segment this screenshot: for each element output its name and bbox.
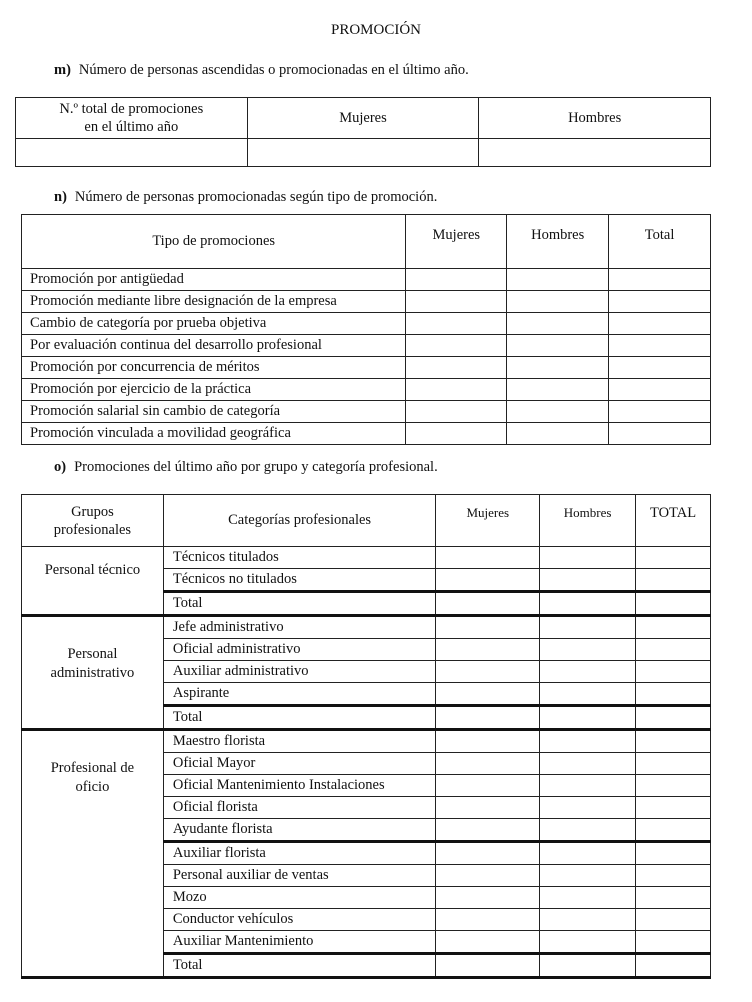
input-women-cell[interactable] [436, 639, 540, 661]
input-total-cell[interactable] [609, 379, 711, 401]
input-men-cell[interactable] [540, 909, 636, 931]
header-promotion-type: Tipo de promociones [22, 215, 406, 269]
input-women-cell[interactable] [436, 547, 540, 569]
input-men-cell[interactable] [540, 842, 636, 865]
input-total-cell[interactable] [636, 592, 711, 616]
promotion-type-table [21, 214, 711, 445]
input-men-cell[interactable] [507, 335, 609, 357]
input-total-cell[interactable] [609, 401, 711, 423]
input-total-cell[interactable] [609, 357, 711, 379]
promotion-type-label: Promoción mediante libre designación de la empresa [22, 291, 406, 313]
input-total-cell[interactable] [636, 730, 711, 753]
category-label: Técnicos no titulados [163, 569, 436, 592]
table-row [22, 313, 711, 335]
header-women: Mujeres [436, 495, 540, 547]
group-label-line1: Personal [67, 646, 118, 662]
header-women: Mujeres [247, 98, 479, 139]
input-men-cell[interactable] [540, 819, 636, 842]
section-m-heading [54, 62, 469, 79]
header-groups-line1: Grupos [71, 503, 114, 520]
input-men-cell[interactable] [540, 887, 636, 909]
input-men-cell[interactable] [479, 139, 711, 167]
input-women-cell[interactable] [436, 865, 540, 887]
input-women-cell[interactable] [436, 661, 540, 683]
header-total-promotions [16, 98, 248, 139]
input-total-cell[interactable] [609, 313, 711, 335]
table-row [22, 379, 711, 401]
section-o-text: Promociones del último año por grupo y categoría profesional. [74, 459, 438, 475]
input-total-cell[interactable] [609, 335, 711, 357]
input-total-cell[interactable] [636, 661, 711, 683]
category-label: Oficial Mantenimiento Instalaciones [163, 775, 436, 797]
input-women-cell[interactable] [436, 683, 540, 706]
header-men: Hombres [507, 215, 609, 269]
input-women-cell[interactable] [436, 931, 540, 954]
category-label: Conductor vehículos [163, 909, 436, 931]
header-women: Mujeres [406, 215, 507, 269]
category-label: Auxiliar administrativo [163, 661, 436, 683]
input-total-cell[interactable] [636, 819, 711, 842]
input-men-cell[interactable] [540, 661, 636, 683]
input-total-cell[interactable] [609, 291, 711, 313]
input-women-cell[interactable] [436, 592, 540, 616]
table-row [22, 616, 711, 639]
section-n-letter: n) [54, 189, 67, 205]
input-men-cell[interactable] [540, 954, 636, 978]
input-women-cell[interactable] [436, 706, 540, 730]
input-women-cell[interactable] [436, 797, 540, 819]
header-groups-line2: profesionales [53, 521, 132, 538]
header-total: TOTAL [636, 495, 711, 547]
input-total-cell[interactable] [609, 423, 711, 445]
table-row [22, 423, 711, 445]
header-men: Hombres [479, 98, 711, 139]
input-women-cell[interactable] [406, 401, 507, 423]
input-men-cell[interactable] [507, 401, 609, 423]
group-label [22, 730, 164, 978]
category-label: Total [163, 954, 436, 978]
header-total: Total [609, 215, 711, 269]
input-men-cell[interactable] [540, 569, 636, 592]
table-row [22, 730, 711, 753]
input-men-cell[interactable] [507, 423, 609, 445]
input-men-cell[interactable] [507, 379, 609, 401]
group-label [22, 547, 164, 616]
promotion-type-label: Por evaluación continua del desarrollo profesional [22, 335, 406, 357]
category-label: Oficial florista [163, 797, 436, 819]
input-women-cell[interactable] [406, 291, 507, 313]
input-men-cell[interactable] [507, 357, 609, 379]
input-women-cell[interactable] [406, 379, 507, 401]
category-label: Técnicos titulados [163, 547, 436, 569]
category-label: Jefe administrativo [163, 616, 436, 639]
table-row [22, 291, 711, 313]
input-men-cell[interactable] [540, 865, 636, 887]
input-women-cell[interactable] [436, 753, 540, 775]
promotion-type-label: Promoción por antigüedad [22, 269, 406, 291]
input-total-cell[interactable] [636, 909, 711, 931]
input-women-cell[interactable] [406, 357, 507, 379]
input-women-cell[interactable] [436, 569, 540, 592]
promotion-type-label: Promoción vinculada a movilidad geográfica [22, 423, 406, 445]
input-women-cell[interactable] [436, 819, 540, 842]
category-label: Total [163, 592, 436, 616]
input-men-cell[interactable] [540, 592, 636, 616]
input-men-cell[interactable] [540, 730, 636, 753]
promotion-type-label: Promoción salarial sin cambio de categoría [22, 401, 406, 423]
group-label-line1: Personal técnico [44, 562, 141, 578]
category-label: Oficial Mayor [163, 753, 436, 775]
input-men-cell[interactable] [507, 269, 609, 291]
input-total-cell[interactable] [636, 954, 711, 978]
input-men-cell[interactable] [540, 753, 636, 775]
category-label: Ayudante florista [163, 819, 436, 842]
header-groups [22, 495, 164, 547]
input-men-cell[interactable] [540, 931, 636, 954]
input-women-cell[interactable] [436, 909, 540, 931]
input-women-cell[interactable] [436, 730, 540, 753]
header-total-line2: en el último año [84, 119, 179, 135]
category-label: Personal auxiliar de ventas [163, 865, 436, 887]
category-label: Maestro florista [163, 730, 436, 753]
promotion-type-label: Promoción por concurrencia de méritos [22, 357, 406, 379]
input-total-cell[interactable] [636, 706, 711, 730]
group-label-line1: Profesional de [50, 760, 135, 776]
input-men-cell[interactable] [507, 313, 609, 335]
table-row [22, 335, 711, 357]
input-men-cell[interactable] [540, 775, 636, 797]
category-label: Total [163, 706, 436, 730]
input-men-cell[interactable] [540, 639, 636, 661]
promotions-total-table [15, 97, 711, 167]
input-women-cell[interactable] [406, 335, 507, 357]
input-men-cell[interactable] [540, 706, 636, 730]
page-title: PROMOCIÓN [330, 22, 421, 38]
category-label: Auxiliar florista [163, 842, 436, 865]
promotion-type-label: Cambio de categoría por prueba objetiva [22, 313, 406, 335]
category-label: Mozo [163, 887, 436, 909]
category-label: Aspirante [163, 683, 436, 706]
input-total-cell[interactable] [636, 683, 711, 706]
input-women-cell[interactable] [436, 775, 540, 797]
input-men-cell[interactable] [540, 547, 636, 569]
input-women-cell[interactable] [406, 423, 507, 445]
section-n-heading [54, 189, 437, 206]
header-men: Hombres [540, 495, 636, 547]
input-total-cell[interactable] [636, 639, 711, 661]
group-label-line2: oficio [75, 779, 110, 795]
group-label [22, 616, 164, 730]
input-women-cell[interactable] [247, 139, 479, 167]
input-total-cell[interactable] [636, 616, 711, 639]
input-total-cell[interactable] [636, 797, 711, 819]
input-women-cell[interactable] [406, 269, 507, 291]
table-row [22, 269, 711, 291]
input-total-cell[interactable] [636, 887, 711, 909]
input-women-cell[interactable] [436, 842, 540, 865]
section-m-text: Número de personas ascendidas o promocionadas en el último año. [78, 62, 469, 78]
input-men-cell[interactable] [540, 616, 636, 639]
category-label: Oficial administrativo [163, 639, 436, 661]
category-label: Auxiliar Mantenimiento [163, 931, 436, 954]
input-total-cell[interactable] [636, 569, 711, 592]
input-total-cell[interactable] [636, 753, 711, 775]
input-total-cell[interactable] [636, 775, 711, 797]
section-o-letter: o) [54, 459, 67, 475]
input-total-cell[interactable] [636, 865, 711, 887]
input-women-cell[interactable] [436, 887, 540, 909]
input-men-cell[interactable] [540, 797, 636, 819]
group-label-line2: administrativo [50, 665, 135, 681]
input-total-cell[interactable] [16, 139, 248, 167]
input-total-cell[interactable] [636, 547, 711, 569]
input-total-cell[interactable] [609, 269, 711, 291]
input-total-cell[interactable] [636, 842, 711, 865]
promotion-type-label: Promoción por ejercicio de la práctica [22, 379, 406, 401]
input-women-cell[interactable] [436, 954, 540, 978]
section-m-letter: m) [54, 62, 71, 78]
table-row [22, 357, 711, 379]
input-total-cell[interactable] [636, 931, 711, 954]
input-women-cell[interactable] [406, 313, 507, 335]
group-category-table [21, 494, 711, 979]
table-row [22, 401, 711, 423]
input-men-cell[interactable] [540, 683, 636, 706]
table-row [22, 547, 711, 569]
section-n-text: Número de personas promocionadas según tipo de promoción. [74, 189, 438, 205]
input-men-cell[interactable] [507, 291, 609, 313]
header-total-line1: N.º total de promociones [59, 101, 204, 117]
header-categories: Categorías profesionales [163, 495, 436, 547]
section-o-heading [54, 459, 438, 476]
input-women-cell[interactable] [436, 616, 540, 639]
